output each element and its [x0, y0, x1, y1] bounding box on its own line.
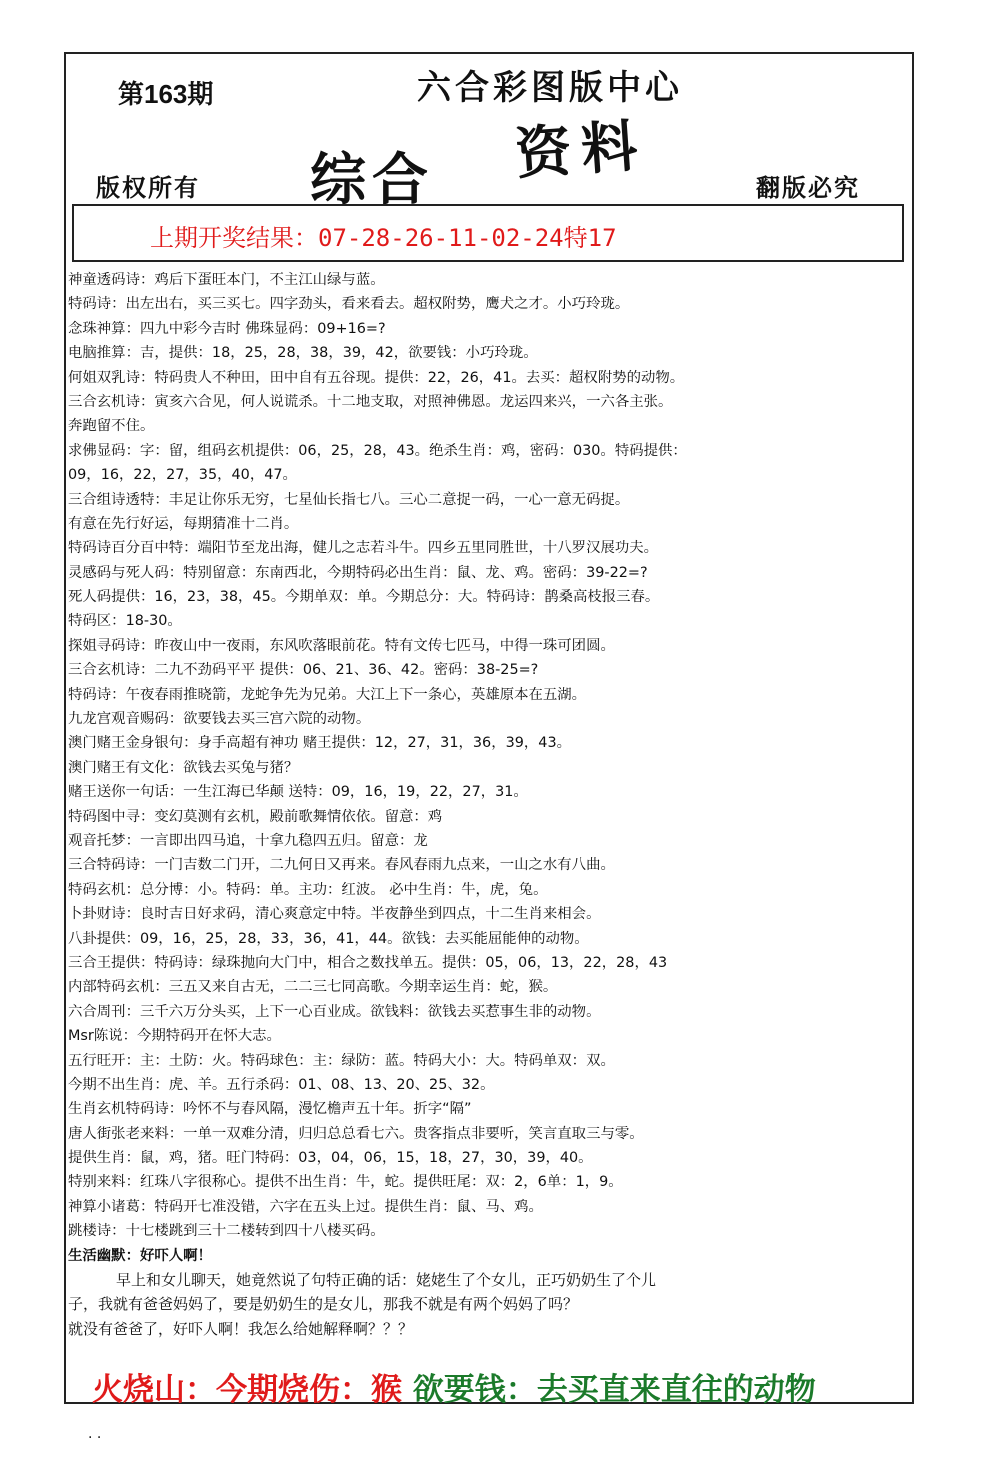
content-line: 死人码提供：16，23，38，45。今期单双：单。今期总分：大。特码诗：鹊桑高枝报三春。 [68, 589, 660, 606]
main-title-word2: 资料 [513, 112, 650, 188]
issue-number: 第163期 [118, 79, 214, 109]
content-line: 神童透码诗：鸡后下蛋旺本门，不主江山绿与蓝。 [68, 272, 385, 288]
piracy-warning-label: 翻版必究 [756, 173, 860, 202]
content-line: 求佛显码：字：留，组码玄机提供：06，25，28，43。绝杀生肖：鸡，密码：030。特码提供： [68, 442, 687, 459]
content-line: 卜卦财诗：良时吉日好求码，清心爽意定中特。半夜静坐到四点，十二生肖来相会。 [68, 906, 601, 923]
story-line: 早上和女儿聊天，她竟然说了句特正确的话：姥姥生了个女儿，正巧奶奶生了个儿 [116, 1271, 657, 1290]
content-line: 唐人街张老来料：一单一双难分清，归归总总看七六。贵客指点非要听，笑言直取三与零。 [68, 1125, 644, 1142]
banner-burn-text: 火烧山：今期烧伤：猴 [92, 1372, 402, 1408]
content-line: 五行旺开：主：土防：火。特码球色：主：绿防：蓝。特码大小：大。特码单双：双。 [68, 1052, 615, 1069]
content-line: 探姐寻码诗：昨夜山中一夜雨，东风吹落眼前花。特有文传七匹马，中得一珠可团圆。 [68, 637, 615, 654]
content-line: 特码诗百分百中特：端阳节至龙出海，健儿之志若斗牛。四乡五里同胜世，十八罗汉展功夫。 [68, 540, 659, 557]
content-line: 念珠神算：四九中彩今吉时 佛珠显码：09+16=? [68, 320, 386, 337]
content-line: 三合组诗透特：丰足让你乐无穷，七星仙长指七八。三心二意捉一码，一心一意无码捉。 [68, 491, 630, 508]
content-line: 提供生肖：鼠，鸡，猪。旺门特码：03，04，06，15，18，27，30，39，40。 [68, 1150, 593, 1167]
content-line: 赌王送你一句话：一生江海已华颠 送特：09，16，19，22，27，31。 [68, 784, 528, 801]
last-result-box [72, 204, 904, 262]
main-title-word1: 综合 [310, 147, 434, 213]
content-line: 九龙宫观音赐码：欲要钱去买三宫六院的动物。 [68, 711, 371, 728]
content-line: 特码诗：午夜春雨推晓箭，龙蛇争先为兄弟。大江上下一条心，英雄原本在五湖。 [68, 686, 587, 703]
content-line: 跳楼诗：十七楼跳到三十二楼转到四十八楼买码。 [68, 1223, 385, 1240]
content-line: 六合周刊：三千六万分头买，上下一心百业成。欲钱料：欲钱去买惹事生非的动物。 [68, 1003, 601, 1020]
story-line: 子，我就有爸爸妈妈了，要是奶奶生的是女儿，那我不就是有两个妈妈了吗？ [68, 1295, 579, 1314]
story-line: 就没有爸爸了，好吓人啊！我怎么给她解释啊？？？ [68, 1319, 414, 1338]
content-lines [68, 268, 908, 1341]
content-line: Msr陈说：今期特码开在怀大志。 [68, 1028, 281, 1045]
publisher-title: 六合彩图版中心 [417, 68, 683, 108]
content-line: 澳门赌王有文化：欲钱去买兔与猪？ [68, 759, 299, 776]
content-line: 奔跑留不住。 [68, 418, 155, 435]
banner-money-text: 欲要钱：去买直来直往的动物 [412, 1372, 816, 1408]
content-line: 生肖玄机特码诗：吟怀不与春风隔，漫忆檐声五十年。折字“隔” [68, 1101, 472, 1118]
content-line: 澳门赌王金身银句：身手高超有神功 赌王提供：12，27，31，36，39，43。 [68, 735, 571, 752]
footer-dots: . . [88, 1426, 102, 1442]
content-line: 特码区：18-30。 [68, 613, 182, 630]
bottom-banner [92, 1364, 892, 1409]
content-line: 特码诗：出左出右，买三买七。四字劲头，看来看去。超权附势，鹰犬之才。小巧玲珑。 [68, 296, 630, 313]
content-line: 有意在先行好运，每期猜准十二肖。 [68, 515, 299, 532]
humor-heading: 生活幽默：好吓人啊！ [68, 1247, 212, 1264]
content-line: 特码图中寻：变幻莫测有玄机，殿前歌舞情依依。留意：鸡 [68, 808, 443, 825]
main-title [300, 106, 720, 213]
content-line: 八卦提供：09，16，25，28，33，36，41，44。欲钱：去买能屈能伸的动物。 [68, 930, 589, 947]
content-line: 何姐双乳诗：特码贵人不种田，田中自有五谷现。提供：22，26，41。去买：超权附势的动物。 [68, 369, 685, 386]
content-line: 电脑推算：吉，提供：18，25，28，38，39，42，欲要钱：小巧玲珑。 [68, 345, 538, 362]
content-line: 三合玄机诗：寅亥六合见，何人说谎杀。十二地支取，对照神佛恩。龙运四来兴，一六各主张。 [68, 393, 673, 410]
content-line: 特别来料：红珠八字很称心。提供不出生肖：牛，蛇。提供旺尾：双：2，6单：1，9。 [68, 1174, 623, 1191]
content-line: 今期不出生肖：虎、羊。五行杀码：01、08、13、20、25、32。 [68, 1076, 495, 1093]
content-line: 三合王提供：特码诗：绿珠抛向大门中，相合之数找单五。提供：05，06，13，22，28，43 [68, 954, 668, 971]
content-line: 内部特码玄机：三五又来自古无，二二三七同高歌。今期幸运生肖：蛇，猴。 [68, 979, 558, 996]
content-line: 灵感码与死人码：特别留意：东南西北，今期特码必出生肖：鼠、龙、鸡。密码：39-22=? [68, 564, 648, 581]
content-line: 神算小诸葛：特码开七准没错，六字在五头上过。提供生肖：鼠、马、鸡。 [68, 1198, 543, 1215]
last-result-text: 上期开奖结果：07-28-26-11-02-24特17 [150, 224, 617, 252]
content-line: 特码玄机：总分博：小。特码：单。主功：红波。 必中生肖：牛，虎，兔。 [68, 881, 548, 898]
content-line: 09，16，22，27，35，40，47。 [68, 467, 297, 484]
content-line: 三合特码诗：一门吉数二门开，二九何日又再来。春风春雨九点来，一山之水有八曲。 [68, 857, 615, 874]
content-line: 观音托梦：一言即出四马追，十拿九稳四五归。留意：龙 [68, 832, 428, 849]
content-line: 三合玄机诗：二九不劲码平平 提供：06、21、36、42。密码：38-25=? [68, 662, 539, 679]
copyright-label: 版权所有 [96, 173, 200, 202]
